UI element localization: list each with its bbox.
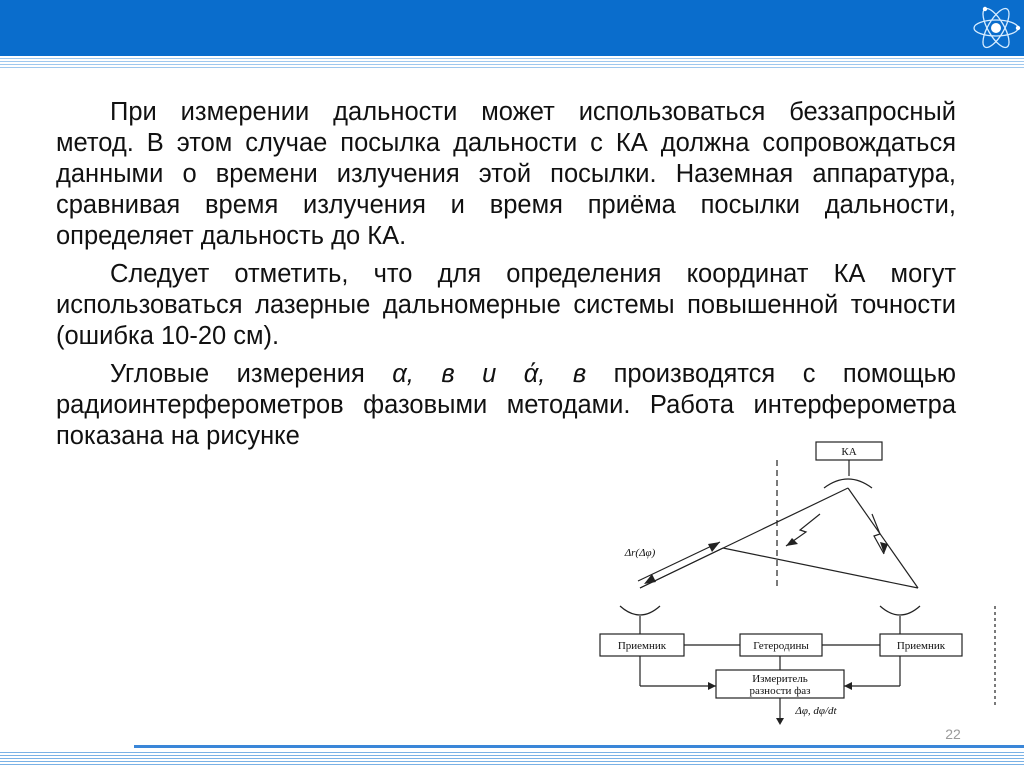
paragraph-1: При измерении дальности может использоваться беззапросный метод. В этом случае посылка дальности с КА должна сопровождаться данными о времени излучения этой посылки. Наземная аппаратура, сравнивая время излучения и время приёма посылки дальности, определяет дальность до КА. xyxy=(56,98,956,250)
page-number: 22 xyxy=(945,726,961,742)
footer-stripe xyxy=(0,752,1024,767)
slide-body xyxy=(56,97,956,459)
phase-meter-label-2: разности фаз xyxy=(749,685,811,697)
delta-r-label: Δr(Δφ) xyxy=(624,547,656,559)
receiver-left-label: Приемник xyxy=(617,640,667,652)
atom-logo-icon xyxy=(968,0,1024,56)
satellite-antenna-icon xyxy=(824,479,872,488)
header-stripe xyxy=(0,58,1024,70)
phase-meter-label-1: Измеритель xyxy=(752,673,808,685)
output-label: Δφ, dφ/dt xyxy=(795,705,837,717)
right-antenna-icon xyxy=(880,606,920,615)
header-bar xyxy=(0,0,1024,56)
heterodyne-label: Гетеродины xyxy=(753,640,809,652)
paragraph-3-start: Угловые измерения xyxy=(110,360,393,388)
footer-line xyxy=(134,745,1024,748)
satellite-label: КА xyxy=(841,446,857,458)
interferometer-diagram xyxy=(580,438,1000,728)
paragraph-2: Следует отметить, что для определения координат КА могут использоваться лазерные дальномерные системы повышенной точности (ошибка 10-20 см). xyxy=(56,260,956,350)
paragraph-3-end: производятся с помощью радиоинтерферометров фазовыми методами. Работа интерферометра показана на рисунке xyxy=(56,360,956,450)
receiver-right-label: Приемник xyxy=(896,640,946,652)
angle-symbols: α, в и ά, в xyxy=(392,360,587,388)
left-antenna-icon xyxy=(620,606,660,615)
